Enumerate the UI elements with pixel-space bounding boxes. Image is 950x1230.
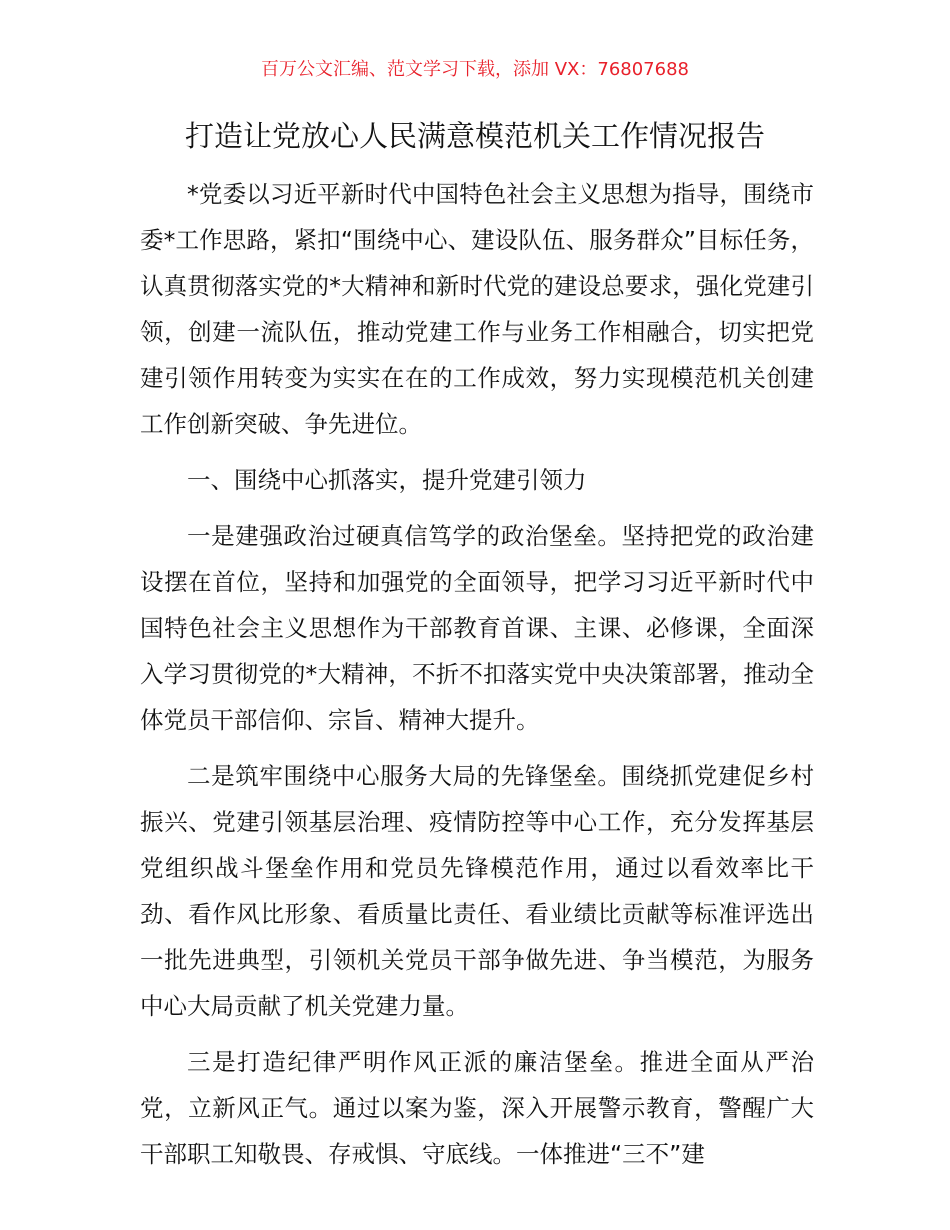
body-paragraph: 三是打造纪律严明作风正派的廉洁堡垒。推进全面从严治党，立新风正气。通过以案为鉴，深入开展警示教育，警醒广大干部职工知敬畏、存戒惧、守底线。一体推进“三不”建 (140, 1048, 814, 1168)
document-title: 打造让党放心人民满意模范机关工作情况报告 (184, 119, 765, 153)
section-heading: 一、围绕中心抓落实，提升党建引领力 (187, 466, 587, 494)
intro-paragraph: *党委以习近平新时代中国特色社会主义思想为指导，围绕市委*工作思路，紧扣“围绕中心、建设队伍、服务群众”目标任务，认真贯彻落实党的*大精神和新时代党的建设总要求，强化党建引领，创建一流队伍，推动党建工作与业务工作相融合，切实把党建引领作用转变为实实在在的工作成效，努力实现模范机关创建工作创新突破、争先进位。 (140, 180, 814, 438)
watermark-banner: 百万公文汇编、范文学习下载，添加 VX：76807688 (261, 59, 689, 80)
body-paragraph: 二是筑牢围绕中心服务大局的先锋堡垒。围绕抓党建促乡村振兴、党建引领基层治理、疫情防控等中心工作，充分发挥基层党组织战斗堡垒作用和党员先锋模范作用，通过以看效率比干劲、看作风比形象、看质量比责任、看业绩比贡献等标准评选出一批先进典型，引领机关党员干部争做先进、争当模范，为服务中心大局贡献了机关党建力量。 (140, 762, 814, 1020)
document-body (140, 171, 814, 1187)
body-paragraph: 一是建强政治过硬真信笃学的政治堡垒。坚持把党的政治建设摆在首位，坚持和加强党的全面领导，把学习习近平新时代中国特色社会主义思想作为干部教育首课、主课、必修课，全面深入学习贯彻党的*大精神，不折不扣落实党中央决策部署，推动全体党员干部信仰、宗旨、精神大提升。 (140, 522, 814, 734)
